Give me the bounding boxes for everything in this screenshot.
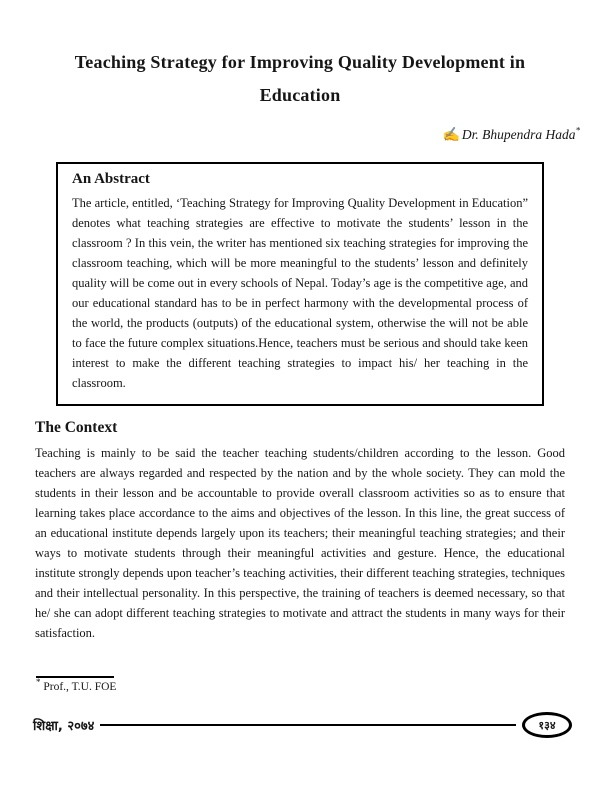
footnote-marker: * bbox=[36, 677, 41, 688]
footnote bbox=[36, 676, 116, 693]
journal-label: शिक्षा, २०७४ bbox=[33, 719, 95, 734]
footnote-text-line bbox=[36, 677, 117, 693]
context-body: Teaching is mainly to be said the teacher teaching students/children according to the lesson. Good teachers are always regarded and respected by the nation and by the whole society. They can mold the students in their lesson and be accountable to provide overall classroom activities so as to ensure that learning takes place accordance to the aims and objectives of the lesson. In this line, the great success of an educational institute depends largely upon its teachers; their meaningful teaching strategies; and their ways to motivate students through their meaningful activities and gesture. Hence, the educational institute strongly depends upon teacher’s teaching activities, their different teaching strategies, techniques and their intellectual personality. In this perspective, the training of teachers is deemed necessary, so that he/ she can adopt different teaching strategies to motivate and attract the students in many ways for their satisfaction. bbox=[35, 445, 565, 640]
writing-hand-icon: ✍ bbox=[442, 127, 460, 143]
page-number: १३४ bbox=[538, 718, 556, 732]
footnote-text: Prof., T.U. FOE bbox=[43, 681, 117, 693]
context-heading: The Context bbox=[35, 418, 118, 436]
abstract-box bbox=[56, 162, 544, 406]
author-byline bbox=[0, 127, 600, 144]
page-title: Teaching Strategy for Improving Quality Development in Education bbox=[74, 52, 526, 106]
author-name: Dr. Bhupendra Hada bbox=[461, 126, 576, 142]
abstract-heading: An Abstract bbox=[72, 170, 150, 187]
footer-rule bbox=[100, 724, 516, 726]
footnote-separator bbox=[36, 676, 114, 678]
page-footer bbox=[33, 712, 572, 738]
page-number-badge bbox=[522, 712, 572, 738]
abstract-body: The article, entitled, ‘Teaching Strategy for Improving Quality Development in Education” denotes what teaching strategies are effective to motivate the students’ lesson in the classroom ? In this vein, the writer has mentioned six teaching strategies for improving the classroom teaching, which will be more meaningful to the students’ lesson and definitely quality will be come out in every schools of Nepal. Today’s age is the competitive age, and our educational standard has to be in perfect harmony with the developmental process of the world, the products (outputs) of the educational system, otherwise the will not be able to face the future complex situations.Hence, teachers must be serious and should take keen interest to make the different teaching strategies to impact his/ her teaching in the classroom. bbox=[72, 195, 528, 390]
author-footnote-marker: * bbox=[575, 125, 580, 136]
